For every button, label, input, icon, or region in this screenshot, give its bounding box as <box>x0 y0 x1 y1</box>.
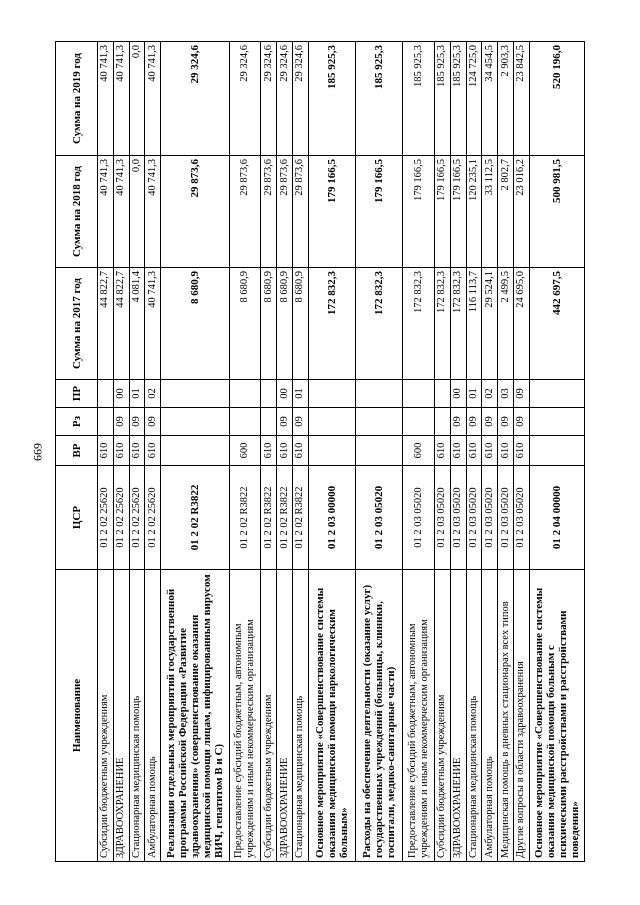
cell-sum-2017: 8 680,9 <box>161 268 230 380</box>
cell-name: Субсидии бюджетным учреждениям <box>435 570 451 862</box>
cell-sum-2017: 172 832,3 <box>356 268 403 380</box>
cell-vr <box>308 436 355 466</box>
cell-sum-2018: 29 873,6 <box>293 156 309 268</box>
header-sum-2018: Сумма на 2018 год <box>56 156 98 268</box>
table-row <box>482 42 498 862</box>
cell-pr <box>435 380 451 408</box>
cell-name: Стационарная медицинская помощь <box>466 570 482 862</box>
table-row <box>529 42 584 862</box>
cell-sum-2017: 44 822,7 <box>98 268 114 380</box>
cell-vr: 610 <box>129 436 145 466</box>
cell-sum-2019: 40 741,3 <box>113 42 129 156</box>
cell-name: Субсидии бюджетным учреждениям <box>261 570 277 862</box>
cell-vr <box>529 436 584 466</box>
cell-name: Предоставление субсидий бюджетным, автономным учреждениям и иным некоммерческим организациям <box>229 570 261 862</box>
cell-name: Амбулаторная помощь <box>482 570 498 862</box>
cell-rz: 09 <box>145 408 161 436</box>
cell-sum-2017: 29 524,1 <box>482 268 498 380</box>
cell-name: Стационарная медицинская помощь <box>129 570 145 862</box>
cell-vr: 610 <box>450 436 466 466</box>
header-vr: ВР <box>56 436 98 466</box>
cell-csr: 01 2 02 25620 <box>145 466 161 570</box>
cell-sum-2019: 34 454,5 <box>482 42 498 156</box>
cell-name: Субсидии бюджетным учреждениям <box>98 570 114 862</box>
cell-sum-2017: 4 081,4 <box>129 268 145 380</box>
cell-sum-2017: 172 832,3 <box>308 268 355 380</box>
cell-vr: 610 <box>498 436 514 466</box>
cell-sum-2017: 116 113,7 <box>466 268 482 380</box>
cell-vr: 610 <box>113 436 129 466</box>
cell-sum-2019: 185 925,3 <box>356 42 403 156</box>
cell-vr <box>161 436 230 466</box>
cell-rz: 09 <box>293 408 309 436</box>
header-name: Наименование <box>56 570 98 862</box>
cell-csr: 01 2 02 25620 <box>113 466 129 570</box>
cell-csr: 01 2 03 05020 <box>356 466 403 570</box>
table-header-row <box>56 42 98 862</box>
cell-sum-2018: 500 981,5 <box>529 156 584 268</box>
cell-vr: 600 <box>229 436 261 466</box>
cell-sum-2018: 2 802,7 <box>498 156 514 268</box>
cell-sum-2018: 179 166,5 <box>435 156 451 268</box>
cell-rz <box>356 408 403 436</box>
cell-csr: 01 2 02 R3822 <box>229 466 261 570</box>
cell-pr <box>161 380 230 408</box>
cell-vr: 610 <box>261 436 277 466</box>
cell-rz: 09 <box>277 408 293 436</box>
table-row <box>129 42 145 862</box>
table-row <box>356 42 403 862</box>
cell-vr: 610 <box>482 436 498 466</box>
cell-pr: 09 <box>513 380 529 408</box>
cell-sum-2019: 0,0 <box>129 42 145 156</box>
cell-pr: 01 <box>293 380 309 408</box>
header-sum-2017: Сумма на 2017 год <box>56 268 98 380</box>
cell-sum-2019: 29 324,6 <box>293 42 309 156</box>
table-row <box>277 42 293 862</box>
cell-rz <box>529 408 584 436</box>
cell-csr: 01 2 03 05020 <box>450 466 466 570</box>
cell-sum-2018: 120 235,1 <box>466 156 482 268</box>
cell-sum-2019: 185 925,3 <box>450 42 466 156</box>
cell-pr: 00 <box>277 380 293 408</box>
cell-name: Основное мероприятие «Совершенствование системы оказания медицинской помощи наркологическим больным» <box>308 570 355 862</box>
cell-pr <box>403 380 435 408</box>
table-row <box>113 42 129 862</box>
cell-vr: 610 <box>513 436 529 466</box>
cell-csr: 01 2 02 25620 <box>129 466 145 570</box>
cell-sum-2018: 40 741,3 <box>98 156 114 268</box>
cell-sum-2018: 179 166,5 <box>403 156 435 268</box>
cell-csr: 01 2 04 00000 <box>529 466 584 570</box>
cell-sum-2019: 185 925,3 <box>308 42 355 156</box>
cell-rz <box>261 408 277 436</box>
table-row <box>450 42 466 862</box>
cell-csr: 01 2 03 05020 <box>435 466 451 570</box>
cell-rz: 09 <box>450 408 466 436</box>
cell-name: ЗДРАВООХРАНЕНИЕ <box>277 570 293 862</box>
cell-sum-2017: 172 832,3 <box>450 268 466 380</box>
cell-rz <box>229 408 261 436</box>
cell-pr: 03 <box>498 380 514 408</box>
cell-sum-2018: 0,0 <box>129 156 145 268</box>
cell-rz <box>435 408 451 436</box>
table-row <box>98 42 114 862</box>
cell-rz <box>403 408 435 436</box>
cell-sum-2018: 33 112,5 <box>482 156 498 268</box>
cell-sum-2018: 179 166,5 <box>450 156 466 268</box>
cell-rz <box>161 408 230 436</box>
cell-name: Другие вопросы в области здравоохранения <box>513 570 529 862</box>
cell-csr: 01 2 02 R3822 <box>261 466 277 570</box>
cell-sum-2018: 179 166,5 <box>308 156 355 268</box>
table-body <box>98 42 585 862</box>
cell-pr: 02 <box>145 380 161 408</box>
table-row <box>229 42 261 862</box>
cell-rz: 09 <box>466 408 482 436</box>
table-row <box>293 42 309 862</box>
page-number: 669 <box>30 443 45 461</box>
cell-csr: 01 2 02 25620 <box>98 466 114 570</box>
cell-csr: 01 2 03 05020 <box>482 466 498 570</box>
cell-vr: 610 <box>145 436 161 466</box>
header-pr: ПР <box>56 380 98 408</box>
cell-pr: 00 <box>450 380 466 408</box>
table-row <box>308 42 355 862</box>
cell-sum-2017: 8 680,9 <box>293 268 309 380</box>
cell-sum-2019: 185 925,3 <box>435 42 451 156</box>
cell-csr: 01 2 02 R3822 <box>277 466 293 570</box>
cell-pr <box>261 380 277 408</box>
cell-sum-2019: 40 741,3 <box>145 42 161 156</box>
cell-sum-2017: 8 680,9 <box>277 268 293 380</box>
cell-rz: 09 <box>482 408 498 436</box>
cell-sum-2019: 29 324,6 <box>277 42 293 156</box>
cell-pr: 01 <box>466 380 482 408</box>
cell-pr <box>229 380 261 408</box>
cell-sum-2018: 40 741,3 <box>113 156 129 268</box>
cell-sum-2017: 442 697,5 <box>529 268 584 380</box>
cell-csr: 01 2 03 05020 <box>498 466 514 570</box>
cell-csr: 01 2 03 05020 <box>513 466 529 570</box>
cell-sum-2019: 40 741,3 <box>98 42 114 156</box>
table-row <box>403 42 435 862</box>
cell-sum-2019: 29 324,6 <box>161 42 230 156</box>
cell-name: Амбулаторная помощь <box>145 570 161 862</box>
cell-name: Медицинская помощь в дневных стационарах всех типов <box>498 570 514 862</box>
cell-csr: 01 2 02 R3822 <box>293 466 309 570</box>
header-csr: ЦСР <box>56 466 98 570</box>
cell-sum-2019: 124 725,0 <box>466 42 482 156</box>
cell-csr: 01 2 03 00000 <box>308 466 355 570</box>
table-row <box>498 42 514 862</box>
cell-rz <box>308 408 355 436</box>
cell-sum-2019: 520 196,0 <box>529 42 584 156</box>
cell-name: ЗДРАВООХРАНЕНИЕ <box>113 570 129 862</box>
cell-sum-2017: 8 680,9 <box>261 268 277 380</box>
cell-pr <box>308 380 355 408</box>
cell-rz: 09 <box>498 408 514 436</box>
cell-name: Основное мероприятие «Совершенствование системы оказания медицинской помощи больным с психическими расстройствами и расстройствами поведения» <box>529 570 584 862</box>
cell-name: Стационарная медицинская помощь <box>293 570 309 862</box>
cell-sum-2018: 23 016,2 <box>513 156 529 268</box>
cell-sum-2018: 179 166,5 <box>356 156 403 268</box>
cell-vr: 610 <box>435 436 451 466</box>
cell-sum-2019: 2 903,3 <box>498 42 514 156</box>
cell-sum-2018: 29 873,6 <box>229 156 261 268</box>
cell-pr <box>356 380 403 408</box>
cell-pr: 00 <box>113 380 129 408</box>
cell-sum-2018: 29 873,6 <box>277 156 293 268</box>
budget-table <box>55 41 585 862</box>
table-row <box>261 42 277 862</box>
cell-rz: 09 <box>513 408 529 436</box>
cell-sum-2018: 40 741,3 <box>145 156 161 268</box>
rotated-table-container <box>55 42 585 862</box>
cell-sum-2018: 29 873,6 <box>161 156 230 268</box>
table-row <box>466 42 482 862</box>
cell-vr: 610 <box>277 436 293 466</box>
cell-vr: 610 <box>293 436 309 466</box>
cell-csr: 01 2 03 05020 <box>403 466 435 570</box>
cell-csr: 01 2 03 05020 <box>466 466 482 570</box>
cell-sum-2017: 24 695,0 <box>513 268 529 380</box>
cell-pr: 01 <box>129 380 145 408</box>
cell-rz <box>98 408 114 436</box>
header-sum-2019: Сумма на 2019 год <box>56 42 98 156</box>
table-row <box>435 42 451 862</box>
cell-sum-2019: 29 324,6 <box>229 42 261 156</box>
cell-name: Реализация отдельных мероприятий государственной программы Российской Федерации «Развитие здравоохранения» (совершенствование оказания медицинской помощи лицам, инфицированным вирусом ВИЧ, гепатитом В и С) <box>161 570 230 862</box>
cell-sum-2017: 172 832,3 <box>403 268 435 380</box>
cell-rz: 09 <box>129 408 145 436</box>
cell-pr <box>529 380 584 408</box>
cell-vr: 600 <box>403 436 435 466</box>
cell-vr <box>356 436 403 466</box>
table-row <box>513 42 529 862</box>
cell-sum-2019: 185 925,3 <box>403 42 435 156</box>
cell-sum-2017: 172 832,3 <box>435 268 451 380</box>
cell-pr: 02 <box>482 380 498 408</box>
cell-sum-2019: 29 324,6 <box>261 42 277 156</box>
table-row <box>161 42 230 862</box>
cell-sum-2017: 8 680,9 <box>229 268 261 380</box>
cell-name: Расходы на обеспечение деятельности (оказание услуг) государственных учреждений (больницы, клиники, госпитали, медико-санитарные части) <box>356 570 403 862</box>
cell-vr: 610 <box>98 436 114 466</box>
header-rz: Рз <box>56 408 98 436</box>
cell-sum-2017: 40 741,3 <box>145 268 161 380</box>
cell-sum-2019: 23 842,5 <box>513 42 529 156</box>
cell-csr: 01 2 02 R3822 <box>161 466 230 570</box>
cell-name: ЗДРАВООХРАНЕНИЕ <box>450 570 466 862</box>
cell-name: Предоставление субсидий бюджетным, автономным учреждениям и иным некоммерческим организациям <box>403 570 435 862</box>
cell-pr <box>98 380 114 408</box>
cell-vr: 610 <box>466 436 482 466</box>
cell-sum-2017: 44 822,7 <box>113 268 129 380</box>
cell-sum-2018: 29 873,6 <box>261 156 277 268</box>
table-row <box>145 42 161 862</box>
cell-rz: 09 <box>113 408 129 436</box>
cell-sum-2017: 2 499,5 <box>498 268 514 380</box>
